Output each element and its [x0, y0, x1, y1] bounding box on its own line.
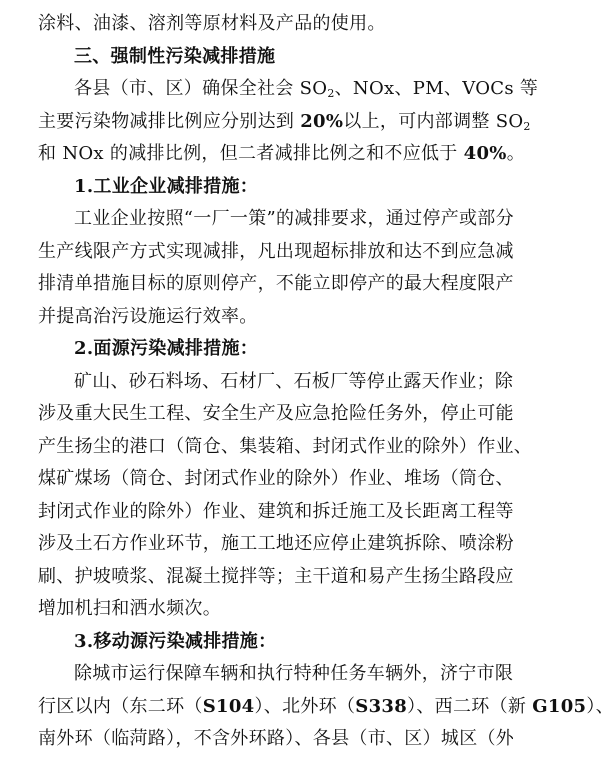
text-run: ）、西二环（新 [407, 695, 533, 717]
paragraph-line [38, 691, 614, 724]
paragraph-line: 生产线限产方式实现减排，凡出现超标排放和达不到应急减 [38, 240, 514, 262]
subsection-heading: 1.工业企业减排措施： [74, 175, 259, 197]
section-heading: 三、强制性污染减排措施 [74, 45, 276, 67]
text-run: 和 NOx 的减排比例，但二者减排比例之和不应低于 [38, 143, 464, 164]
paragraph-line: 封闭式作业的除外）作业、建筑和拆迁施工及长距离工程等 [38, 500, 514, 522]
paragraph-line [38, 73, 539, 106]
paragraph-line: 矿山、砂石料场、石材厂、石板厂等停止露天作业；除 [74, 370, 514, 392]
paragraph-line: 排清单措施目标的原则停产，不能立即停产的最大程度限产 [38, 273, 514, 294]
text-run: 各县（市、区）确保全社会 SO [74, 78, 328, 99]
paragraph-line [38, 106, 531, 139]
text-run: ）、北外环（ [254, 695, 356, 717]
road-code: G105 [532, 695, 587, 717]
bold-value: 40% [463, 143, 507, 164]
text-line: 涂料、油漆、溶剂等原材料及产品的使用。 [38, 13, 386, 34]
subscript: 2 [327, 87, 335, 100]
paragraph-line: 煤矿煤场（筒仓、封闭式作业的除外）作业、堆场（筒仓、 [38, 468, 514, 489]
paragraph-line [38, 138, 525, 171]
bold-value: 20% [300, 110, 344, 132]
text-run: 。 [506, 143, 525, 164]
paragraph-line: 增加机扫和洒水频次。 [38, 598, 221, 619]
road-code: S338 [355, 695, 408, 717]
paragraph-line: 涉及重大民生工程、安全生产及应急抢险任务外，停止可能 [38, 403, 514, 424]
paragraph-line: 产生扬尘的港口（筒仓、集装箱、封闭式作业的除外）作业、 [38, 435, 533, 457]
subsection-heading: 3.移动源污染减排措施： [74, 630, 277, 652]
subsection-heading: 2.面源污染减排措施： [74, 338, 259, 359]
paragraph-line: 除城市运行保障车辆和执行特种任务车辆外，济宁市限 [74, 663, 514, 684]
text-run: ）、 [586, 695, 614, 717]
road-code: S104 [202, 695, 255, 717]
subscript: 2 [523, 119, 531, 133]
text-run: 主要污染物减排比例应分别达到 [38, 110, 301, 132]
text-run: 、NOx、PM、VOCs 等 [334, 78, 539, 99]
text-run: 以上，可内部调整 SO [343, 110, 524, 132]
paragraph-line: 南外环（临菏路），不含外环路）、各县（市、区）城区（外 [38, 728, 515, 749]
paragraph-line: 工业企业按照“一厂一策”的减排要求，通过停产或部分 [74, 208, 514, 229]
paragraph-line: 刷、护坡喷浆、混凝土搅拌等；主干道和易产生扬尘路段应 [38, 565, 514, 587]
text-run: 行区以内（东二环（ [38, 695, 203, 717]
paragraph-line: 并提高治污设施运行效率。 [38, 305, 258, 327]
paragraph-line: 涉及土石方作业环节，施工工地还应停止建筑拆除、喷涂粉 [38, 533, 514, 554]
